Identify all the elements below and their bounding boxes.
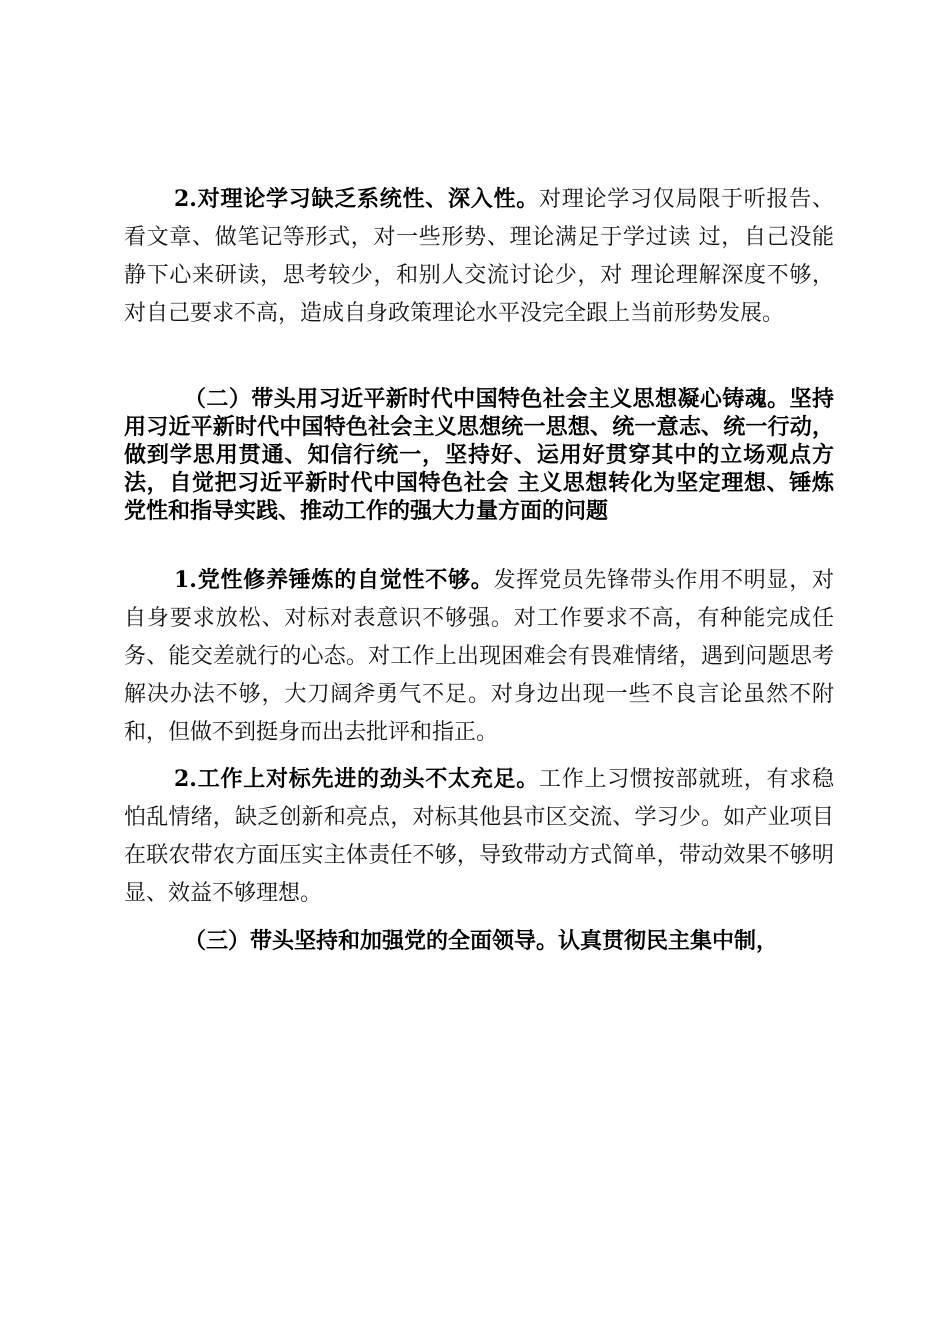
section-heading-3: （三）带头坚持和加强党的全面领导。认真贯彻民主集中制， [184,929,779,954]
paragraph-body: 对理论学习仅局限于听报告、看文章、做笔记等形式，对一些形势、理论满足于学过读 过，自己没能静下心来研读，思考较少，和别人交流讨论少，对 理论理解深度不够，对自己要求不高，造成自身政策理论水平没完全跟上当前形势发展。 [124,187,834,326]
paragraph-party-spirit [124,561,834,752]
paragraph-lead: 2.对理论学习缺乏系统性、深入性。 [174,186,539,212]
section-heading-2: （二）带头用习近平新时代中国特色社会主义思想凝心铸魂。坚持用习近平新时代中国特色社会主义思想统一思想、统一意志、统一行动，做到学思用贯通、知信行统一，坚持好、运用好贯穿其中的立场观点方法，自觉把习近平新时代中国特色社会 主义思想转化为坚定理想、锤炼党性和指导实践、推动工作的强大力量方面的问题 [124,387,834,524]
paragraph-theory-study [124,180,834,333]
paragraph-lead: 1.党性修养锤炼的自觉性不够。 [174,567,494,593]
paragraph-work-benchmark [124,760,834,913]
paragraph-body: 发挥党员先锋带头作用不明显，对自身要求放松、对标对表意识不够强。对工作要求不高，有种能完成任务、能交差就行的心态。对工作上出现困难会有畏难情绪，遇到问题思考解决办法不够，大刀阔斧勇气不足。对身边出现一些不良言论虽然不附和，但做不到挺身而出去批评和指正。 [124,568,834,745]
paragraph-lead: 2.工作上对标先进的劲头不太充足。 [174,766,539,792]
paragraph-body: 工作上习惯按部就班，有求稳怕乱情绪，缺乏创新和亮点，对标其他县市区交流、学习少。如产业项目在联农带农方面压实主体责任不够，导致带动方式简单，带动效果不够明显、效益不够理想。 [124,767,834,906]
